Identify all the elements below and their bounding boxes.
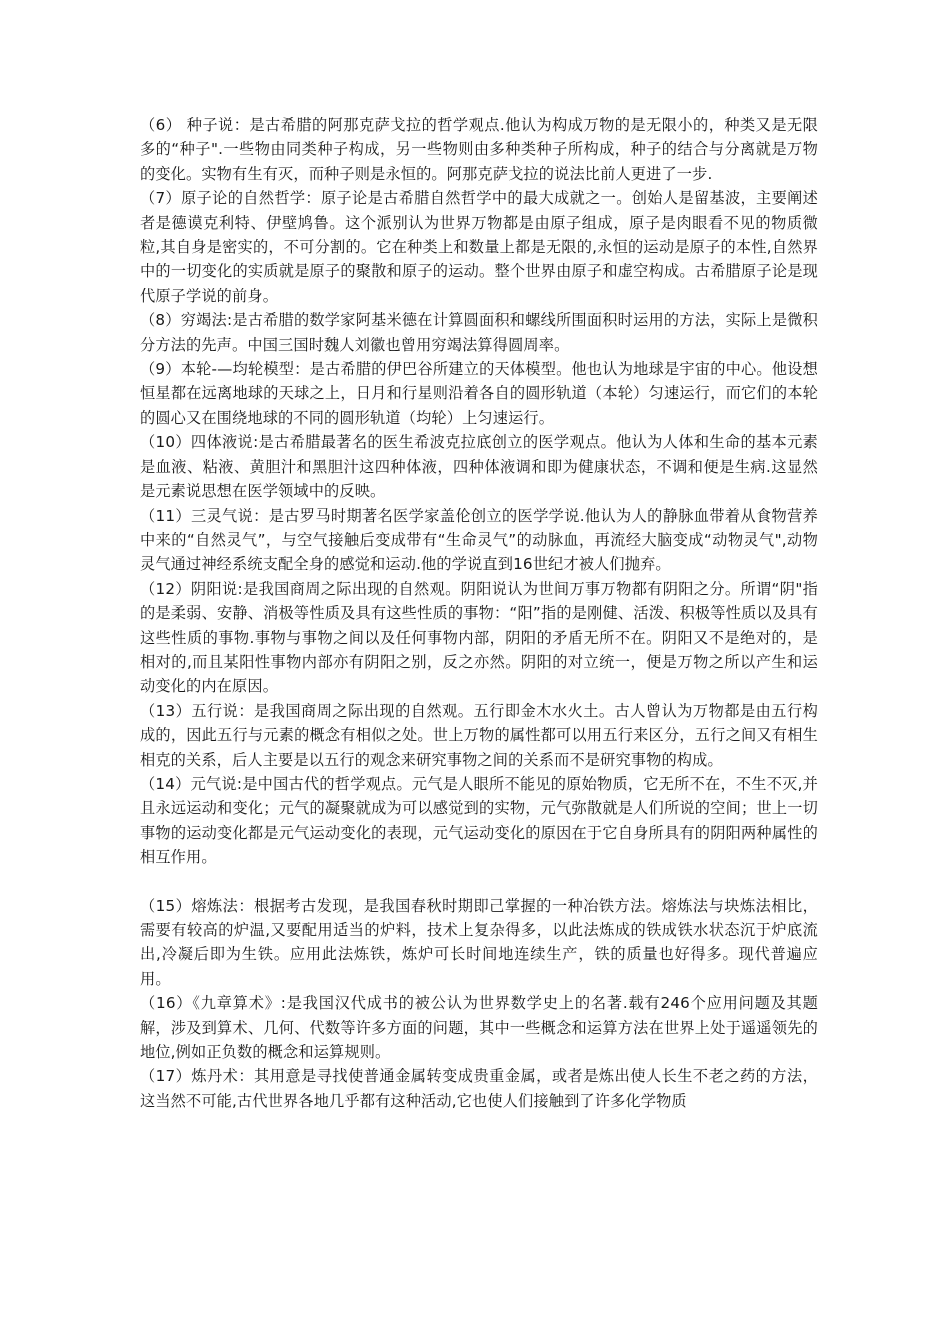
- paragraph-11-three-spirits: （11）三灵气说：是古罗马时期著名医学家盖伦创立的医学学说.他认为人的静脉血带着从食物营养中来的“自然灵气”，与空气接触后变成带有“生命灵气”的动脉血，再流经大脑变成“动物灵气",动物灵气通过神经系统支配全身的感觉和运动.他的学说直到16世纪才被人们抛弃。: [140, 506, 818, 574]
- paragraph-13-five-elements: （13）五行说：是我国商周之际出现的自然观。五行即金木水火土。古人曾认为万物都是由五行构成的，因此五行与元素的概念有相似之处。世上万物的属性都可以用五行来区分，五行之间又有相生相克的关系，后人主要是以五行的观念来研究事物之间的关系而不是研究事物的构成。: [140, 701, 818, 769]
- paragraph-8-method-of-exhaustion: （8）穷竭法:是古希腊的数学家阿基米德在计算圆面积和螺线所围面积时运用的方法，实际上是微积分方法的先声。中国三国时魏人刘徽也曾用穷竭法算得圆周率。: [140, 311, 818, 354]
- paragraph-16-nine-chapters: （16）《九章算术》:是我国汉代成书的被公认为世界数学史上的名著.载有246个应用问题及其题解，涉及到算术、几何、代数等许多方面的问题，其中一些概念和运算方法在世界上处于遥遥领先的地位,例如正负数的概念和运算规则。: [140, 994, 818, 1062]
- paragraph-15-smelting: （15）熔炼法：根据考古发现，是我国春秋时期即己掌握的一种冶铁方法。熔炼法与块炼法相比，需要有较高的炉温,又要配用适当的炉料，技术上复杂得多，以此法炼成的铁成铁水状态沉于炉底流出,冷凝后即为生铁。应用此法炼铁，炼炉可长时间地连续生产，铁的质量也好得多。现代普遍应用。: [140, 896, 818, 988]
- document-body: [140, 113, 818, 1113]
- paragraph-7-atomism: （7）原子论的自然哲学：原子论是古希腊自然哲学中的最大成就之一。创始人是留基波，主要阐述者是德谟克利特、伊壁鸠鲁。这个派别认为世界万物都是由原子组成，原子是肉眼看不见的物质微粒,其自身是密实的，不可分割的。它在种类上和数量上都是无限的,永恒的运动是原子的本性,自然界中的一切变化的实质就是原子的聚散和原子的运动。整个世界由原子和虚空构成。古希腊原子论是现代原子学说的前身。: [140, 189, 818, 305]
- paragraph-10-four-humors: （10）四体液说:是古希腊最著名的医生希波克拉底创立的医学观点。他认为人体和生命的基本元素是血液、粘液、黄胆汁和黑胆汁这四种体液，四种体液调和即为健康状态，不调和便是生病.这显然是元素说思想在医学领域中的反映。: [140, 433, 818, 501]
- paragraph-9-epicycle-model: （9）本轮-—均轮模型：是古希腊的伊巴谷所建立的天体模型。他也认为地球是宇宙的中心。他设想恒星都在远离地球的天球之上，日月和行星则沿着各自的圆形轨道（本轮）匀速运行，而它们的本轮的圆心又在围绕地球的不同的圆形轨道（均轮）上匀速运行。: [140, 360, 818, 427]
- paragraph-spacer: [140, 870, 818, 894]
- paragraph-12-yin-yang: （12）阴阳说:是我国商周之际出现的自然观。阴阳说认为世间万事万物都有阴阳之分。所谓“阴"指的是柔弱、安静、消极等性质及具有这些性质的事物：“阳”指的是刚健、活泼、积极等性质以及具有这些性质的事物.事物与事物之间以及任何事物内部，阴阳的矛盾无所不在。阴阳又不是绝对的，是相对的,而且某阳性事物内部亦有阴阳之别，反之亦然。阴阳的对立统一，便是万物之所以产生和运动变化的内在原因。: [140, 579, 818, 696]
- paragraph-17-alchemy: （17）炼丹术：其用意是寻找使普通金属转变成贵重金属，或者是炼出使人长生不老之药的方法，这当然不可能,古代世界各地几乎都有这种活动,它也使人们接触到了许多化学物质: [140, 1067, 818, 1110]
- paragraph-6-seed-theory: （6） 种子说：是古希腊的阿那克萨戈拉的哲学观点.他认为构成万物的是无限小的，种类又是无限多的“种子".一些物由同类种子构成，另一些物则由多种类种子所构成，种子的结合与分离就是万物的变化。实物有生有灭，而种子则是永恒的。阿那克萨戈拉的说法比前人更进了一步.: [140, 116, 818, 183]
- paragraph-14-qi-theory: （14）元气说:是中国古代的哲学观点。元气是人眼所不能见的原始物质，它无所不在，不生不灭,并且永远运动和变化；元气的凝聚就成为可以感觉到的实物，元气弥散就是人们所说的空间；世上一切事物的运动变化都是元气运动变化的表现，元气运动变化的原因在于它自身所具有的阴阳两种属性的相互作用。: [140, 774, 818, 867]
